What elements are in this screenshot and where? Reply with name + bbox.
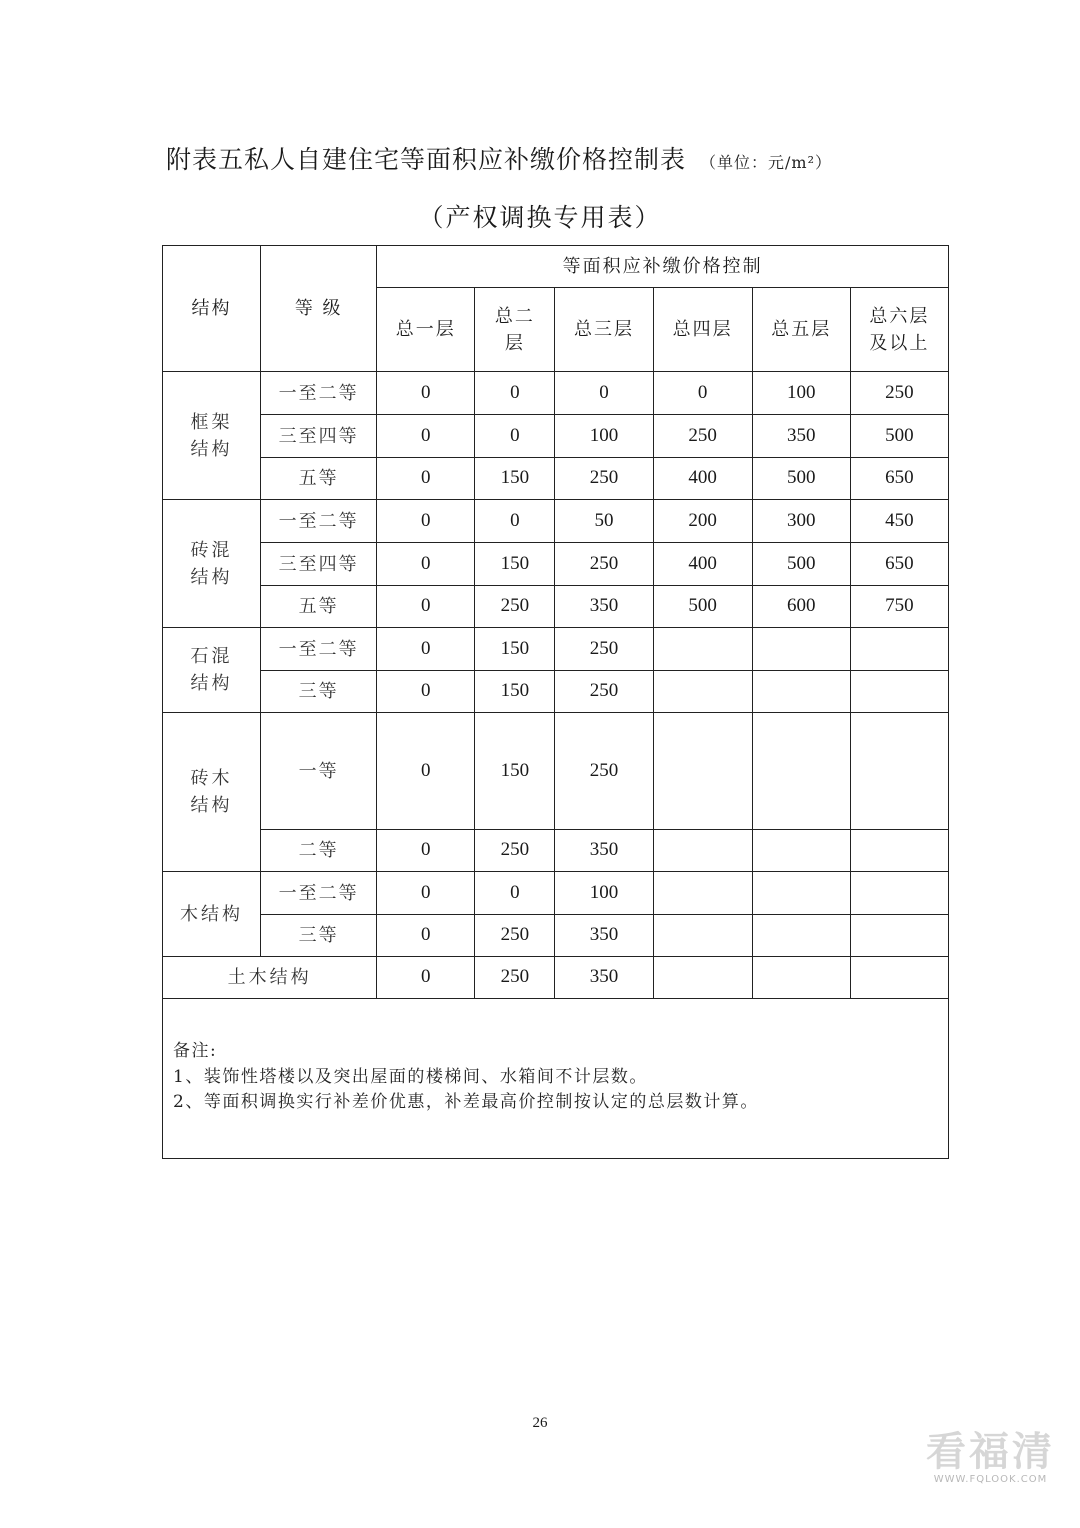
value-cell: 650 xyxy=(850,458,948,500)
table-row xyxy=(163,543,949,586)
value-cell: 100 xyxy=(752,372,850,415)
grade-cell: 一等 xyxy=(261,713,377,830)
value-cell: 100 xyxy=(555,872,653,915)
value-cell: 0 xyxy=(475,872,555,915)
value-cell xyxy=(850,628,948,671)
value-cell: 500 xyxy=(752,543,850,586)
value-cell: 350 xyxy=(555,830,653,872)
value-cell xyxy=(653,957,752,999)
table-row xyxy=(163,500,949,543)
value-cell: 250 xyxy=(475,586,555,628)
grade-cell: 三等 xyxy=(261,671,377,713)
value-cell: 450 xyxy=(850,500,948,543)
value-cell: 0 xyxy=(555,372,653,415)
value-cell xyxy=(752,713,850,830)
document-subtitle: （产权调换专用表） xyxy=(418,203,662,232)
watermark-logo: 看福清 xyxy=(926,1429,1055,1475)
value-cell: 350 xyxy=(752,415,850,458)
structure-cell: 砖木 结构 xyxy=(163,713,261,872)
header-floor: 总六层 及以上 xyxy=(850,288,948,372)
value-cell xyxy=(752,671,850,713)
table-row xyxy=(163,628,949,671)
value-cell: 150 xyxy=(475,671,555,713)
note-item: 2、等面积调换实行补差价优惠，补差最高价控制按认定的总层数计算。 xyxy=(173,1092,759,1112)
value-cell: 500 xyxy=(752,458,850,500)
grade-cell: 一至二等 xyxy=(261,872,377,915)
structure-cell: 土木结构 xyxy=(163,957,377,999)
value-cell: 0 xyxy=(377,957,475,999)
value-cell: 350 xyxy=(555,957,653,999)
grade-cell: 五等 xyxy=(261,458,377,500)
table-row xyxy=(163,957,949,999)
value-cell: 250 xyxy=(555,628,653,671)
value-cell: 650 xyxy=(850,543,948,586)
title-prefix: 附表五 xyxy=(166,145,245,174)
header-price-group: 等面积应补缴价格控制 xyxy=(377,246,949,288)
value-cell xyxy=(752,628,850,671)
value-cell xyxy=(653,915,752,957)
grade-cell: 三等 xyxy=(261,915,377,957)
value-cell xyxy=(653,713,752,830)
value-cell: 0 xyxy=(377,671,475,713)
value-cell: 250 xyxy=(475,830,555,872)
table-row xyxy=(163,415,949,458)
value-cell xyxy=(752,872,850,915)
header-floor: 总四层 xyxy=(653,288,752,372)
grade-cell: 一至二等 xyxy=(261,628,377,671)
value-cell: 250 xyxy=(475,957,555,999)
value-cell xyxy=(752,957,850,999)
grade-cell: 五等 xyxy=(261,586,377,628)
value-cell xyxy=(850,713,948,830)
value-cell: 350 xyxy=(555,915,653,957)
structure-cell: 木结构 xyxy=(163,872,261,957)
table-row xyxy=(163,586,949,628)
value-cell: 300 xyxy=(752,500,850,543)
value-cell: 750 xyxy=(850,586,948,628)
value-cell: 0 xyxy=(377,872,475,915)
value-cell: 0 xyxy=(377,713,475,830)
value-cell xyxy=(653,628,752,671)
grade-cell: 二等 xyxy=(261,830,377,872)
value-cell: 0 xyxy=(377,458,475,500)
value-cell: 0 xyxy=(475,415,555,458)
value-cell: 200 xyxy=(653,500,752,543)
value-cell: 500 xyxy=(653,586,752,628)
document-title xyxy=(166,140,1026,176)
grade-cell: 三至四等 xyxy=(261,543,377,586)
grade-cell: 三至四等 xyxy=(261,415,377,458)
note-item: 1、装饰性塔楼以及突出屋面的楼梯间、水箱间不计层数。 xyxy=(173,1066,648,1087)
value-cell xyxy=(850,872,948,915)
structure-cell: 砖混 结构 xyxy=(163,500,261,628)
table-row xyxy=(163,372,949,415)
page-number: 26 xyxy=(532,1415,548,1431)
notes-label: 备注: xyxy=(173,1041,218,1061)
value-cell xyxy=(850,671,948,713)
watermark xyxy=(918,1430,1063,1485)
value-cell: 100 xyxy=(555,415,653,458)
watermark-url: WWW.FQLOOK.COM xyxy=(933,1474,1048,1485)
header-floor: 总五层 xyxy=(752,288,850,372)
value-cell: 250 xyxy=(555,671,653,713)
value-cell: 0 xyxy=(653,372,752,415)
value-cell: 250 xyxy=(555,543,653,586)
value-cell: 350 xyxy=(555,586,653,628)
value-cell: 0 xyxy=(377,628,475,671)
value-cell: 600 xyxy=(752,586,850,628)
value-cell: 250 xyxy=(850,372,948,415)
header-grade: 等 级 xyxy=(261,246,377,372)
value-cell: 0 xyxy=(377,586,475,628)
value-cell: 0 xyxy=(377,500,475,543)
value-cell: 0 xyxy=(377,415,475,458)
value-cell: 0 xyxy=(377,915,475,957)
table-row xyxy=(163,830,949,872)
value-cell xyxy=(653,830,752,872)
header-structure: 结构 xyxy=(163,246,261,372)
grade-cell: 一至二等 xyxy=(261,500,377,543)
value-cell: 0 xyxy=(475,500,555,543)
value-cell xyxy=(752,830,850,872)
header-floor: 总二 层 xyxy=(475,288,555,372)
value-cell: 0 xyxy=(377,830,475,872)
notes-cell xyxy=(163,999,949,1159)
structure-cell: 石混 结构 xyxy=(163,628,261,713)
table-row xyxy=(163,458,949,500)
value-cell xyxy=(653,671,752,713)
table-row xyxy=(163,713,949,830)
header-floor: 总一层 xyxy=(377,288,475,372)
value-cell xyxy=(850,830,948,872)
price-control-table xyxy=(162,245,949,1159)
value-cell: 150 xyxy=(475,543,555,586)
value-cell: 250 xyxy=(555,458,653,500)
title-unit: （单位：元/m²） xyxy=(700,153,833,172)
value-cell: 0 xyxy=(377,372,475,415)
table-row xyxy=(163,915,949,957)
value-cell xyxy=(653,872,752,915)
value-cell: 0 xyxy=(377,543,475,586)
value-cell: 150 xyxy=(475,458,555,500)
grade-cell: 一至二等 xyxy=(261,372,377,415)
value-cell: 50 xyxy=(555,500,653,543)
value-cell: 150 xyxy=(475,628,555,671)
value-cell: 150 xyxy=(475,713,555,830)
structure-cell: 框架 结构 xyxy=(163,372,261,500)
value-cell xyxy=(850,915,948,957)
header-floor: 总三层 xyxy=(555,288,653,372)
value-cell xyxy=(850,957,948,999)
value-cell: 250 xyxy=(475,915,555,957)
table-row xyxy=(163,671,949,713)
table-row xyxy=(163,872,949,915)
value-cell: 0 xyxy=(475,372,555,415)
value-cell: 400 xyxy=(653,543,752,586)
value-cell: 250 xyxy=(653,415,752,458)
value-cell xyxy=(752,915,850,957)
title-main: 私人自建住宅等面积应补缴价格控制表 xyxy=(244,145,687,174)
value-cell: 500 xyxy=(850,415,948,458)
value-cell: 400 xyxy=(653,458,752,500)
value-cell: 250 xyxy=(555,713,653,830)
